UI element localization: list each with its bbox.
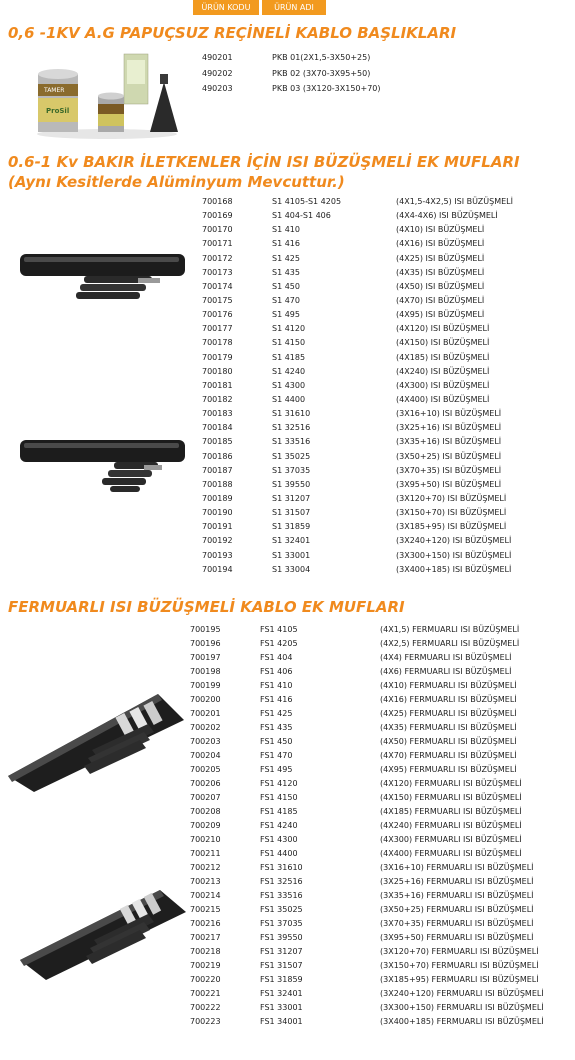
product-code: 700220 xyxy=(190,975,221,984)
product-name: FS1 33001 xyxy=(260,1003,303,1012)
product-desc: (4X6) FERMUARLI ISI BÜZÜŞMELİ xyxy=(380,667,512,676)
product-desc: (3X400+185) ISI BÜZÜŞMELİ xyxy=(396,564,512,574)
section2-title: 0.6-1 Kv BAKIR İLETKENLER İÇİN ISI BÜZÜŞMELİ EK MUFLARI xyxy=(8,153,520,171)
product-code: 700177 xyxy=(202,324,233,334)
product-code: 700217 xyxy=(190,933,221,942)
table-row xyxy=(190,919,570,933)
product-code: 700184 xyxy=(202,423,233,433)
product-desc: (4X4) FERMUARLI ISI BÜZÜŞMELİ xyxy=(380,653,512,662)
product-desc: (4X16) ISI BÜZÜŞMELİ xyxy=(396,239,485,249)
product-desc: (3X240+120) FERMUARLI ISI BÜZÜŞMELİ xyxy=(380,989,544,998)
section3-title: FERMUARLI ISI BÜZÜŞMELİ KABLO EK MUFLARI xyxy=(8,598,405,616)
product-desc: (4X185) ISI BÜZÜŞMELİ xyxy=(396,352,490,362)
header-tabs xyxy=(0,0,575,15)
product-name: S1 4400 xyxy=(272,394,306,404)
product-desc: (3X50+25) FERMUARLI ISI BÜZÜŞMELİ xyxy=(380,905,534,914)
product-desc: (4X35) ISI BÜZÜŞMELİ xyxy=(396,267,485,277)
product-desc: (4X150) ISI BÜZÜŞMELİ xyxy=(396,338,490,348)
product-code: 700181 xyxy=(202,380,233,390)
product-desc: (3X50+25) ISI BÜZÜŞMELİ xyxy=(396,451,502,461)
product-desc: (3X120+70) FERMUARLI ISI BÜZÜŞMELİ xyxy=(380,947,539,956)
product-desc: (4X400) ISI BÜZÜŞMELİ xyxy=(396,394,490,404)
product-name: S1 32401 xyxy=(272,536,311,546)
product-name: FS1 31859 xyxy=(260,975,303,984)
product-code: 700214 xyxy=(190,891,221,900)
product-desc: (3X25+16) ISI BÜZÜŞMELİ xyxy=(396,423,502,433)
table-row xyxy=(202,310,562,324)
product-code: 700216 xyxy=(190,919,221,928)
product-code: 700196 xyxy=(190,639,221,648)
table-row xyxy=(202,225,562,239)
product-desc: (3X35+16) FERMUARLI ISI BÜZÜŞMELİ xyxy=(380,891,534,900)
product-desc: (3X300+150) FERMUARLI ISI BÜZÜŞMELİ xyxy=(380,1003,544,1012)
product-name: FS1 34001 xyxy=(260,1017,303,1026)
table-row xyxy=(202,268,562,282)
product-name: FS1 33516 xyxy=(260,891,303,900)
product-desc: (3X150+70) ISI BÜZÜŞMELİ xyxy=(396,508,507,518)
product-code: 700174 xyxy=(202,281,233,291)
table-row xyxy=(190,961,570,975)
product-code: 700198 xyxy=(190,667,221,676)
product-code: 700183 xyxy=(202,409,233,419)
product-name: S1 435 xyxy=(272,267,300,277)
table-row xyxy=(190,793,570,807)
product-code: 700173 xyxy=(202,267,233,277)
product-name: FS1 4120 xyxy=(260,779,298,788)
product-code: 700199 xyxy=(190,681,221,690)
product-name: S1 416 xyxy=(272,239,300,249)
resin-kit-image xyxy=(32,52,182,140)
section2-list xyxy=(202,197,562,579)
product-desc: (3X25+16) FERMUARLI ISI BÜZÜŞMELİ xyxy=(380,877,534,886)
table-row xyxy=(202,53,562,69)
product-desc: (4X16) FERMUARLI ISI BÜZÜŞMELİ xyxy=(380,695,517,704)
table-row xyxy=(202,254,562,268)
product-name: FS1 32516 xyxy=(260,877,303,886)
product-desc: (3X150+70) FERMUARLI ISI BÜZÜŞMELİ xyxy=(380,961,539,970)
product-desc: (3X240+120) ISI BÜZÜŞMELİ xyxy=(396,536,512,546)
product-desc: (4X240) ISI BÜZÜŞMELİ xyxy=(396,366,490,376)
product-name: S1 450 xyxy=(272,281,300,291)
product-desc: (4X1,5) FERMUARLI ISI BÜZÜŞMELİ xyxy=(380,625,520,634)
table-row xyxy=(202,551,562,565)
product-desc: (4X240) FERMUARLI ISI BÜZÜŞMELİ xyxy=(380,821,522,830)
product-code: 700176 xyxy=(202,310,233,320)
product-name: FS1 31207 xyxy=(260,947,303,956)
table-row xyxy=(202,282,562,296)
product-desc: (3X120+70) ISI BÜZÜŞMELİ xyxy=(396,493,507,503)
table-row xyxy=(202,353,562,367)
table-row xyxy=(202,338,562,352)
table-row xyxy=(202,565,562,579)
table-row xyxy=(202,522,562,536)
product-name-tab: ÜRÜN ADI xyxy=(262,0,326,15)
product-code: 700210 xyxy=(190,835,221,844)
table-row xyxy=(190,807,570,821)
table-row xyxy=(190,849,570,863)
product-code: 700195 xyxy=(190,625,221,634)
product-name: S1 33516 xyxy=(272,437,311,447)
table-row xyxy=(190,905,570,919)
product-code: 700219 xyxy=(190,961,221,970)
product-desc: (3X16+10) FERMUARLI ISI BÜZÜŞMELİ xyxy=(380,863,534,872)
section2-subtitle: (Aynı Kesitlerde Alüminyum Mevcuttur.) xyxy=(8,173,345,191)
product-name: S1 37035 xyxy=(272,465,311,475)
product-code: 700197 xyxy=(190,653,221,662)
table-row xyxy=(190,625,570,639)
table-row xyxy=(202,296,562,310)
table-row xyxy=(202,437,562,451)
product-code: 700194 xyxy=(202,564,233,574)
product-name: PKB 03 (3X120-3X150+70) xyxy=(272,84,381,93)
product-desc: (3X400+185) FERMUARLI ISI BÜZÜŞMELİ xyxy=(380,1017,544,1026)
product-name: S1 4300 xyxy=(272,380,306,390)
product-name: S1 410 xyxy=(272,225,300,235)
product-name: FS1 470 xyxy=(260,751,293,760)
table-row xyxy=(202,508,562,522)
table-row xyxy=(190,933,570,947)
product-name: PKB 02 (3X70-3X95+50) xyxy=(272,68,371,78)
product-desc: (4X4-4X6) ISI BÜZÜŞMELİ xyxy=(396,211,498,221)
product-code: 700188 xyxy=(202,479,233,489)
table-row xyxy=(190,765,570,779)
product-name: FS1 37035 xyxy=(260,919,303,928)
product-name: FS1 425 xyxy=(260,709,293,718)
product-name: FS1 404 xyxy=(260,653,293,662)
product-desc: (4X10) FERMUARLI ISI BÜZÜŞMELİ xyxy=(380,681,517,690)
product-desc: (4X70) FERMUARLI ISI BÜZÜŞMELİ xyxy=(380,751,517,760)
product-name: FS1 4185 xyxy=(260,807,298,816)
product-code: 700169 xyxy=(202,211,233,221)
product-code: 700222 xyxy=(190,1003,221,1012)
zipper-heat-shrink-image-2 xyxy=(20,880,190,980)
table-row xyxy=(202,536,562,550)
zipper-heat-shrink-image-1 xyxy=(8,684,190,794)
product-name: S1 31859 xyxy=(272,522,311,532)
table-row xyxy=(202,239,562,253)
product-desc: (3X70+35) ISI BÜZÜŞMELİ xyxy=(396,465,502,475)
product-name: S1 425 xyxy=(272,253,300,263)
product-code: 700212 xyxy=(190,863,221,872)
table-row xyxy=(190,947,570,961)
table-row xyxy=(202,69,562,85)
table-row xyxy=(202,409,562,423)
product-desc: (4X10) ISI BÜZÜŞMELİ xyxy=(396,225,485,235)
product-name: S1 4185 xyxy=(272,352,306,362)
section3-list xyxy=(190,625,570,1031)
product-desc: (3X35+16) ISI BÜZÜŞMELİ xyxy=(396,437,502,447)
table-row xyxy=(202,84,562,100)
product-code: 700200 xyxy=(190,695,221,704)
product-code: 700213 xyxy=(190,877,221,886)
product-desc: (4X25) FERMUARLI ISI BÜZÜŞMELİ xyxy=(380,709,517,718)
product-desc: (3X185+95) FERMUARLI ISI BÜZÜŞMELİ xyxy=(380,975,539,984)
product-name: FS1 435 xyxy=(260,723,293,732)
product-desc: (3X70+35) FERMUARLI ISI BÜZÜŞMELİ xyxy=(380,919,534,928)
table-row xyxy=(190,989,570,1003)
table-row xyxy=(190,835,570,849)
resin-kit-label: TAMER xyxy=(44,87,65,94)
product-name: FS1 4300 xyxy=(260,835,298,844)
table-row xyxy=(190,821,570,835)
product-name: S1 39550 xyxy=(272,479,311,489)
product-code: 700186 xyxy=(202,451,233,461)
product-code: 700207 xyxy=(190,793,221,802)
product-code: 700185 xyxy=(202,437,233,447)
product-code: 700215 xyxy=(190,905,221,914)
product-desc: (4X400) FERMUARLI ISI BÜZÜŞMELİ xyxy=(380,849,522,858)
product-code: 700180 xyxy=(202,366,233,376)
section1-list xyxy=(202,53,562,100)
heat-shrink-joint-image-1 xyxy=(20,252,190,302)
product-name: FS1 495 xyxy=(260,765,293,774)
table-row xyxy=(190,779,570,793)
product-name: S1 32516 xyxy=(272,423,311,433)
table-row xyxy=(190,877,570,891)
product-name: S1 35025 xyxy=(272,451,311,461)
product-name: S1 404-S1 406 xyxy=(272,211,331,221)
table-row xyxy=(202,452,562,466)
heat-shrink-joint-image-2 xyxy=(20,438,190,496)
product-desc: (4X95) ISI BÜZÜŞMELİ xyxy=(396,310,485,320)
product-name: PKB 01(2X1,5-3X50+25) xyxy=(272,53,371,62)
table-row xyxy=(202,395,562,409)
product-desc: (4X300) FERMUARLI ISI BÜZÜŞMELİ xyxy=(380,835,522,844)
product-code: 700202 xyxy=(190,723,221,732)
table-row xyxy=(202,324,562,338)
table-row xyxy=(190,709,570,723)
product-name: S1 4150 xyxy=(272,338,306,348)
product-name: S1 31507 xyxy=(272,508,311,518)
product-code: 700170 xyxy=(202,225,233,235)
product-code: 490202 xyxy=(202,68,233,78)
product-code: 700218 xyxy=(190,947,221,956)
table-row xyxy=(202,367,562,381)
product-name: FS1 4240 xyxy=(260,821,298,830)
product-name: FS1 4400 xyxy=(260,849,298,858)
product-code: 700171 xyxy=(202,239,233,249)
product-desc: (4X185) FERMUARLI ISI BÜZÜŞMELİ xyxy=(380,807,522,816)
product-code: 700205 xyxy=(190,765,221,774)
product-desc: (4X35) FERMUARLI ISI BÜZÜŞMELİ xyxy=(380,723,517,732)
table-row xyxy=(190,1003,570,1017)
product-name: S1 4120 xyxy=(272,324,306,334)
table-row xyxy=(190,751,570,765)
product-desc: (3X95+50) ISI BÜZÜŞMELİ xyxy=(396,479,502,489)
product-desc: (4X70) ISI BÜZÜŞMELİ xyxy=(396,295,485,305)
table-row xyxy=(190,863,570,877)
table-row xyxy=(202,423,562,437)
product-name: FS1 32401 xyxy=(260,989,303,998)
product-desc: (4X300) ISI BÜZÜŞMELİ xyxy=(396,380,490,390)
table-row xyxy=(190,695,570,709)
product-code: 700201 xyxy=(190,709,221,718)
product-name: FS1 31507 xyxy=(260,961,303,970)
product-name: FS1 406 xyxy=(260,667,293,676)
product-name: S1 495 xyxy=(272,310,300,320)
product-name: FS1 39550 xyxy=(260,933,303,942)
product-code: 700191 xyxy=(202,522,233,532)
product-desc: (3X300+150) ISI BÜZÜŞMELİ xyxy=(396,550,512,560)
product-code: 490201 xyxy=(202,53,233,62)
product-code: 700203 xyxy=(190,737,221,746)
product-code: 700221 xyxy=(190,989,221,998)
product-code: 700179 xyxy=(202,352,233,362)
product-name: FS1 450 xyxy=(260,737,293,746)
product-code: 700208 xyxy=(190,807,221,816)
table-row xyxy=(190,667,570,681)
product-code: 700178 xyxy=(202,338,233,348)
product-name: FS1 410 xyxy=(260,681,293,690)
product-name: S1 4105-S1 4205 xyxy=(272,197,342,206)
product-code: 700187 xyxy=(202,465,233,475)
product-code: 700168 xyxy=(202,197,233,206)
table-row xyxy=(190,975,570,989)
resin-kit-sublabel: ProSil xyxy=(46,107,70,115)
product-code: 700206 xyxy=(190,779,221,788)
product-name: FS1 416 xyxy=(260,695,293,704)
product-name: S1 33001 xyxy=(272,550,311,560)
product-code-tab: ÜRÜN KODU xyxy=(193,0,259,15)
product-code: 700223 xyxy=(190,1017,221,1026)
product-code: 700204 xyxy=(190,751,221,760)
product-code: 700211 xyxy=(190,849,221,858)
product-desc: (4X95) FERMUARLI ISI BÜZÜŞMELİ xyxy=(380,765,517,774)
table-row xyxy=(202,197,562,211)
table-row xyxy=(190,891,570,905)
product-code: 700192 xyxy=(202,536,233,546)
product-code: 700172 xyxy=(202,253,233,263)
table-row xyxy=(190,1017,570,1031)
product-code: 700190 xyxy=(202,508,233,518)
product-name: S1 4240 xyxy=(272,366,306,376)
product-name: S1 31610 xyxy=(272,409,311,419)
product-desc: (3X95+50) FERMUARLI ISI BÜZÜŞMELİ xyxy=(380,933,534,942)
product-name: FS1 4105 xyxy=(260,625,298,634)
product-desc: (3X185+95) ISI BÜZÜŞMELİ xyxy=(396,522,507,532)
table-row xyxy=(202,480,562,494)
section1-title: 0,6 -1KV A.G PAPUÇSUZ REÇİNELİ KABLO BAŞLIKLARI xyxy=(8,24,457,42)
table-row xyxy=(202,211,562,225)
product-desc: (4X120) FERMUARLI ISI BÜZÜŞMELİ xyxy=(380,779,522,788)
product-code: 490203 xyxy=(202,84,233,93)
product-code: 700209 xyxy=(190,821,221,830)
table-row xyxy=(190,639,570,653)
product-code: 700175 xyxy=(202,295,233,305)
product-desc: (4X120) ISI BÜZÜŞMELİ xyxy=(396,324,490,334)
product-desc: (4X2,5) FERMUARLI ISI BÜZÜŞMELİ xyxy=(380,639,520,648)
product-name: FS1 31610 xyxy=(260,863,303,872)
product-code: 700193 xyxy=(202,550,233,560)
table-row xyxy=(190,723,570,737)
table-row xyxy=(202,494,562,508)
table-row xyxy=(190,653,570,667)
product-code: 700189 xyxy=(202,493,233,503)
product-desc: (4X150) FERMUARLI ISI BÜZÜŞMELİ xyxy=(380,793,522,802)
product-desc: (4X1,5-4X2,5) ISI BÜZÜŞMELİ xyxy=(396,197,513,206)
table-row xyxy=(190,681,570,695)
product-name: S1 31207 xyxy=(272,493,311,503)
product-code: 700182 xyxy=(202,394,233,404)
product-name: S1 33004 xyxy=(272,564,311,574)
product-desc: (4X25) ISI BÜZÜŞMELİ xyxy=(396,253,485,263)
product-desc: (4X50) FERMUARLI ISI BÜZÜŞMELİ xyxy=(380,737,517,746)
table-row xyxy=(190,737,570,751)
product-name: FS1 4150 xyxy=(260,793,298,802)
table-row xyxy=(202,466,562,480)
product-name: FS1 4205 xyxy=(260,639,298,648)
table-row xyxy=(202,381,562,395)
product-name: FS1 35025 xyxy=(260,905,303,914)
product-name: S1 470 xyxy=(272,295,300,305)
product-desc: (3X16+10) ISI BÜZÜŞMELİ xyxy=(396,409,502,419)
product-desc: (4X50) ISI BÜZÜŞMELİ xyxy=(396,281,485,291)
